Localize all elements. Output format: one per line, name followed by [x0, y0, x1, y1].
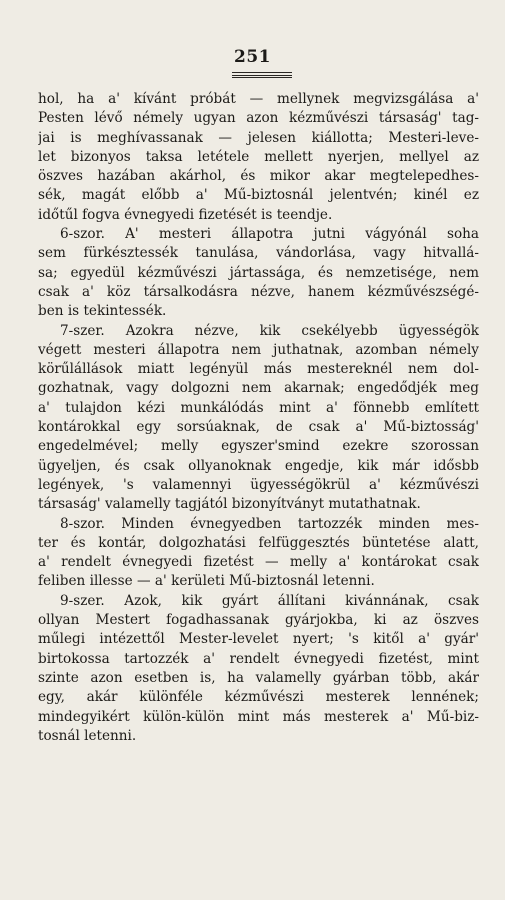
text-line: jai is meghívassanak — jelesen kiállotta; Mesteri-leve-: [38, 129, 479, 146]
page-number: 251: [234, 47, 271, 67]
text-line: sem fürkésztessék tanulása, vándorlása, vagy hitvallá-: [38, 245, 479, 262]
text-line: csak a' köz társalkodásra nézve, hanem kézművészségé-: [38, 283, 479, 300]
text-line: szinte azon esetben is, ha valamelly gyárban több, akár: [38, 669, 479, 686]
text-line: ügyeljen, és csak ollyanoknak engedje, kik már idősbb: [38, 457, 479, 474]
text-line: 8-szor. Minden évnegyedben tartozzék minden mes-: [60, 515, 479, 532]
text-line: tosnál letenni.: [38, 727, 137, 744]
text-line: feliben illesse — a' kerületi Mű-biztosnál letenni.: [38, 573, 375, 590]
text-line: hol, ha a' kívánt próbát — mellynek megvizsgálása a': [38, 91, 479, 107]
text-line: 7-szer. Azokra nézve, kik csekélyebb ügyességök: [60, 322, 479, 339]
text-line: kontárokkal egy sorsúaknak, de csak a' Mű-biztosság': [38, 419, 479, 436]
text-line: legények, 's valamennyi ügyességökrül a' kézművészi: [38, 476, 479, 493]
text-line: körűlállások miatt legényül más mestereknél nem dol-: [38, 361, 479, 378]
text-line: mindegyikért külön-külön mint más mesterek a' Mű-biz-: [38, 708, 479, 725]
text-line: öszves hazában akárhol, és mikor akar megtelepedhes-: [38, 168, 479, 185]
text-line: gozhatnak, vagy dolgozni nem akarnak; engedődjék meg: [38, 380, 479, 397]
text-line: sa; egyedül kézművészi jártassága, és nemzetisége, nem: [38, 264, 479, 281]
text-line: sék, magát előbb a' Mű-biztosnál jelentvén; kinél ez: [38, 187, 479, 204]
body-text: [38, 90, 479, 746]
text-line: időtűl fogva évnegyedi fizetését is teendje.: [38, 206, 333, 223]
text-line: ben is tekintessék.: [38, 303, 167, 320]
text-line: a' tulajdon kézi munkálódás mint a' fönnebb említett: [38, 399, 479, 416]
header-rule: [232, 72, 292, 78]
text-line: 9-szer. Azok, kik gyárt állítani kivánnának, csak: [60, 592, 479, 609]
text-line: let bizonyos taksa letétele mellett nyerjen, mellyel az: [38, 148, 479, 165]
text-line: a' rendelt évnegyedi fizetést — melly a' kontárokat csak: [38, 554, 479, 571]
text-line: ter és kontár, dolgozhatási felfüggesztés büntetése alatt,: [38, 534, 479, 551]
text-line: társaság' valamelly tagjától bizonyítványt mutathatnak.: [38, 496, 421, 513]
text-line: engedelmével; melly egyszer'smind ezekre szorossan: [38, 438, 479, 455]
text-line: birtokossa tartozzék a' rendelt évnegyedi fizetést, mint: [38, 650, 479, 667]
text-line: műlegi intézettől Mester-levelet nyert; 's kitől a' gyár': [38, 631, 479, 648]
text-line: végett mesteri állapotra nem juthatnak, azomban némely: [38, 341, 479, 358]
text-line: ollyan Mestert fogadhassanak gyárjokba, ki az öszves: [38, 612, 479, 629]
text-line: egy, akár különféle kézművészi mesterek lennének;: [38, 689, 479, 706]
text-line: Pesten lévő némely ugyan azon kézművészi társaság' tag-: [38, 110, 479, 127]
text-line: 6-szor. A' mesteri állapotra jutni vágyónál soha: [60, 226, 479, 243]
